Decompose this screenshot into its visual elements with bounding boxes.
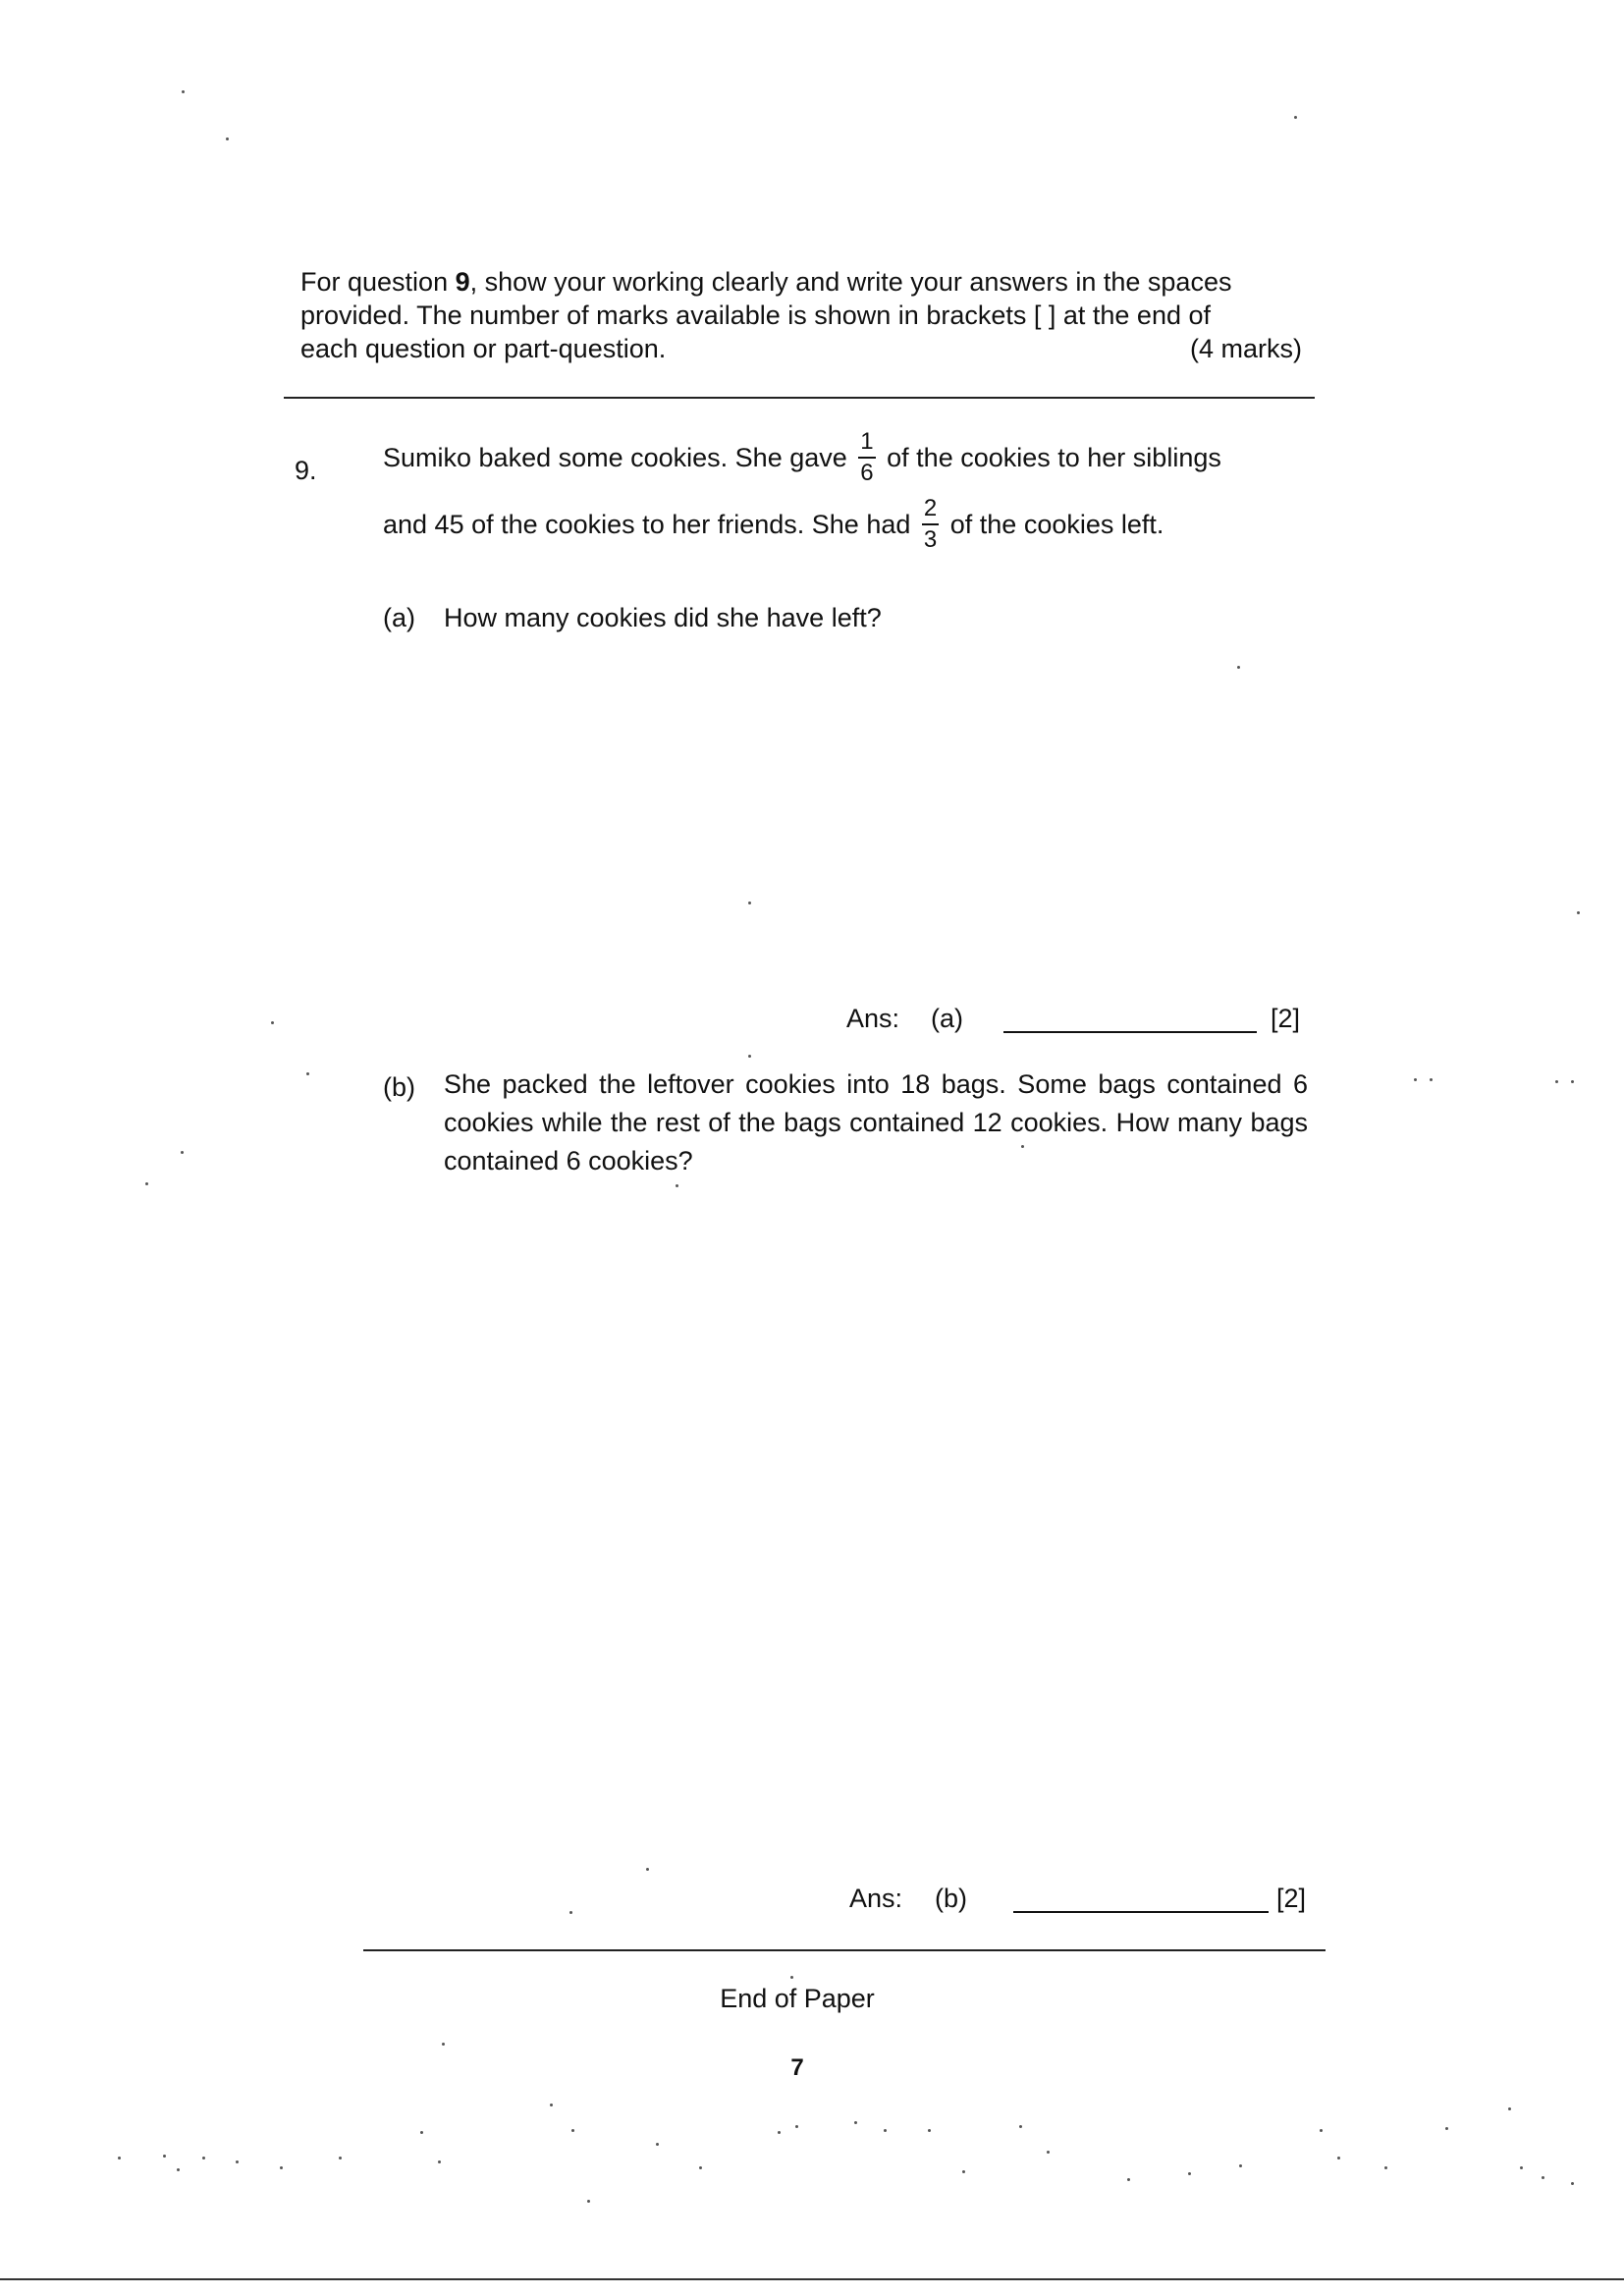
- answer-a-line[interactable]: [1003, 1031, 1257, 1033]
- footer-divider: [363, 1949, 1326, 1951]
- scan-speck: [1571, 2182, 1574, 2185]
- scan-speck: [202, 2157, 205, 2159]
- scan-speck: [1445, 2127, 1448, 2130]
- scan-speck: [271, 1021, 274, 1024]
- instructions-line-3: each question or part-question. (4 marks): [300, 334, 1302, 363]
- scan-speck: [1019, 2125, 1022, 2128]
- scan-speck: [1337, 2157, 1340, 2159]
- scan-speck: [571, 2129, 574, 2132]
- scan-speck: [1508, 2107, 1511, 2110]
- scan-speck: [1021, 1145, 1024, 1148]
- scan-speck: [1239, 2164, 1242, 2167]
- scan-speck: [226, 137, 229, 140]
- fraction-bar: [858, 457, 875, 459]
- instructions-line-1: For question 9, show your working clearly and write your answers in the spaces: [300, 267, 1232, 297]
- instructions-divider: [284, 397, 1315, 399]
- scan-speck: [676, 1184, 678, 1187]
- scan-speck: [339, 2157, 342, 2159]
- instructions: [300, 265, 1302, 365]
- scan-speck: [306, 1072, 309, 1075]
- part-b-label: (b): [383, 1072, 415, 1102]
- scan-speck: [181, 1151, 184, 1154]
- scan-speck: [748, 902, 751, 904]
- scan-speck: [145, 1182, 148, 1185]
- scan-speck: [1571, 1080, 1574, 1083]
- part-b-question: She packed the leftover cookies into 18 bags. Some bags contained 6 cookies while the rest of the bags contained 12 cookies. How many bags contained 6 cookies?: [444, 1069, 1308, 1175]
- scan-speck: [699, 2166, 702, 2169]
- scan-speck: [1320, 2129, 1323, 2132]
- scan-speck: [778, 2131, 781, 2134]
- answer-a-marks: [2]: [1271, 1004, 1301, 1033]
- scan-speck: [656, 2143, 659, 2146]
- scan-speck: [1384, 2166, 1387, 2169]
- scan-speck: [1577, 911, 1580, 914]
- scan-speck: [1047, 2151, 1050, 2154]
- scan-speck: [1542, 2176, 1544, 2179]
- answer-b-line[interactable]: [1013, 1911, 1269, 1913]
- page-number: 7: [790, 2054, 804, 2081]
- scan-speck: [1188, 2172, 1191, 2175]
- scan-speck: [280, 2166, 283, 2169]
- answer-a-part: (a): [931, 1004, 963, 1033]
- answer-a-label: Ans:: [846, 1004, 900, 1033]
- scan-speck: [1555, 1080, 1558, 1083]
- question-number: 9.: [295, 456, 317, 485]
- scan-speck: [182, 90, 185, 93]
- scan-speck: [884, 2129, 887, 2132]
- scan-speck: [177, 2168, 180, 2171]
- total-marks: (4 marks): [1190, 334, 1302, 363]
- part-a-label: (a): [383, 603, 415, 632]
- scan-speck: [438, 2160, 441, 2163]
- scan-speck: [163, 2155, 166, 2158]
- scan-speck: [646, 1868, 649, 1871]
- end-of-paper: End of Paper: [720, 1984, 875, 2013]
- instructions-line-2: provided. The number of marks available is shown in brackets [ ] at the end of: [300, 301, 1211, 330]
- question-stem-line-1: Sumiko baked some cookies. She gave $\frac{1}{6}$ of the cookies to her siblings: [383, 428, 1221, 486]
- scan-speck: [587, 2200, 590, 2203]
- question-number-bold: 9: [455, 267, 470, 297]
- scan-speck: [1294, 116, 1297, 119]
- scan-speck: [550, 2104, 553, 2106]
- scan-speck: [1237, 666, 1240, 669]
- answer-b-part: (b): [935, 1884, 967, 1913]
- scan-speck: [442, 2043, 445, 2046]
- fraction-one-sixth: $\frac{1}{6}$: [860, 428, 874, 486]
- scan-speck: [790, 1976, 793, 1979]
- answer-b-label: Ans:: [849, 1884, 903, 1913]
- scan-speck: [1430, 1078, 1433, 1081]
- scan-speck: [1414, 1078, 1417, 1081]
- scan-speck: [569, 1911, 572, 1914]
- scan-speck: [118, 2157, 121, 2159]
- scan-bottom-edge: [0, 2278, 1624, 2280]
- answer-b-marks: [2]: [1276, 1884, 1307, 1913]
- question-stem-line-2: and 45 of the cookies to her friends. She had $\frac{2}{3}$ of the cookies left.: [383, 495, 1164, 553]
- scan-speck: [1520, 2166, 1523, 2169]
- scan-speck: [236, 2160, 239, 2163]
- scan-speck: [854, 2121, 857, 2124]
- part-a-question: How many cookies did she have left?: [444, 603, 882, 632]
- fraction-bar: [922, 523, 939, 525]
- scan-speck: [928, 2129, 931, 2132]
- scan-speck: [420, 2131, 423, 2134]
- scan-speck: [748, 1055, 751, 1058]
- scan-speck: [795, 2125, 798, 2128]
- scan-speck: [1127, 2178, 1130, 2181]
- fraction-two-thirds: $\frac{2}{3}$: [923, 495, 938, 553]
- scan-speck: [962, 2170, 965, 2173]
